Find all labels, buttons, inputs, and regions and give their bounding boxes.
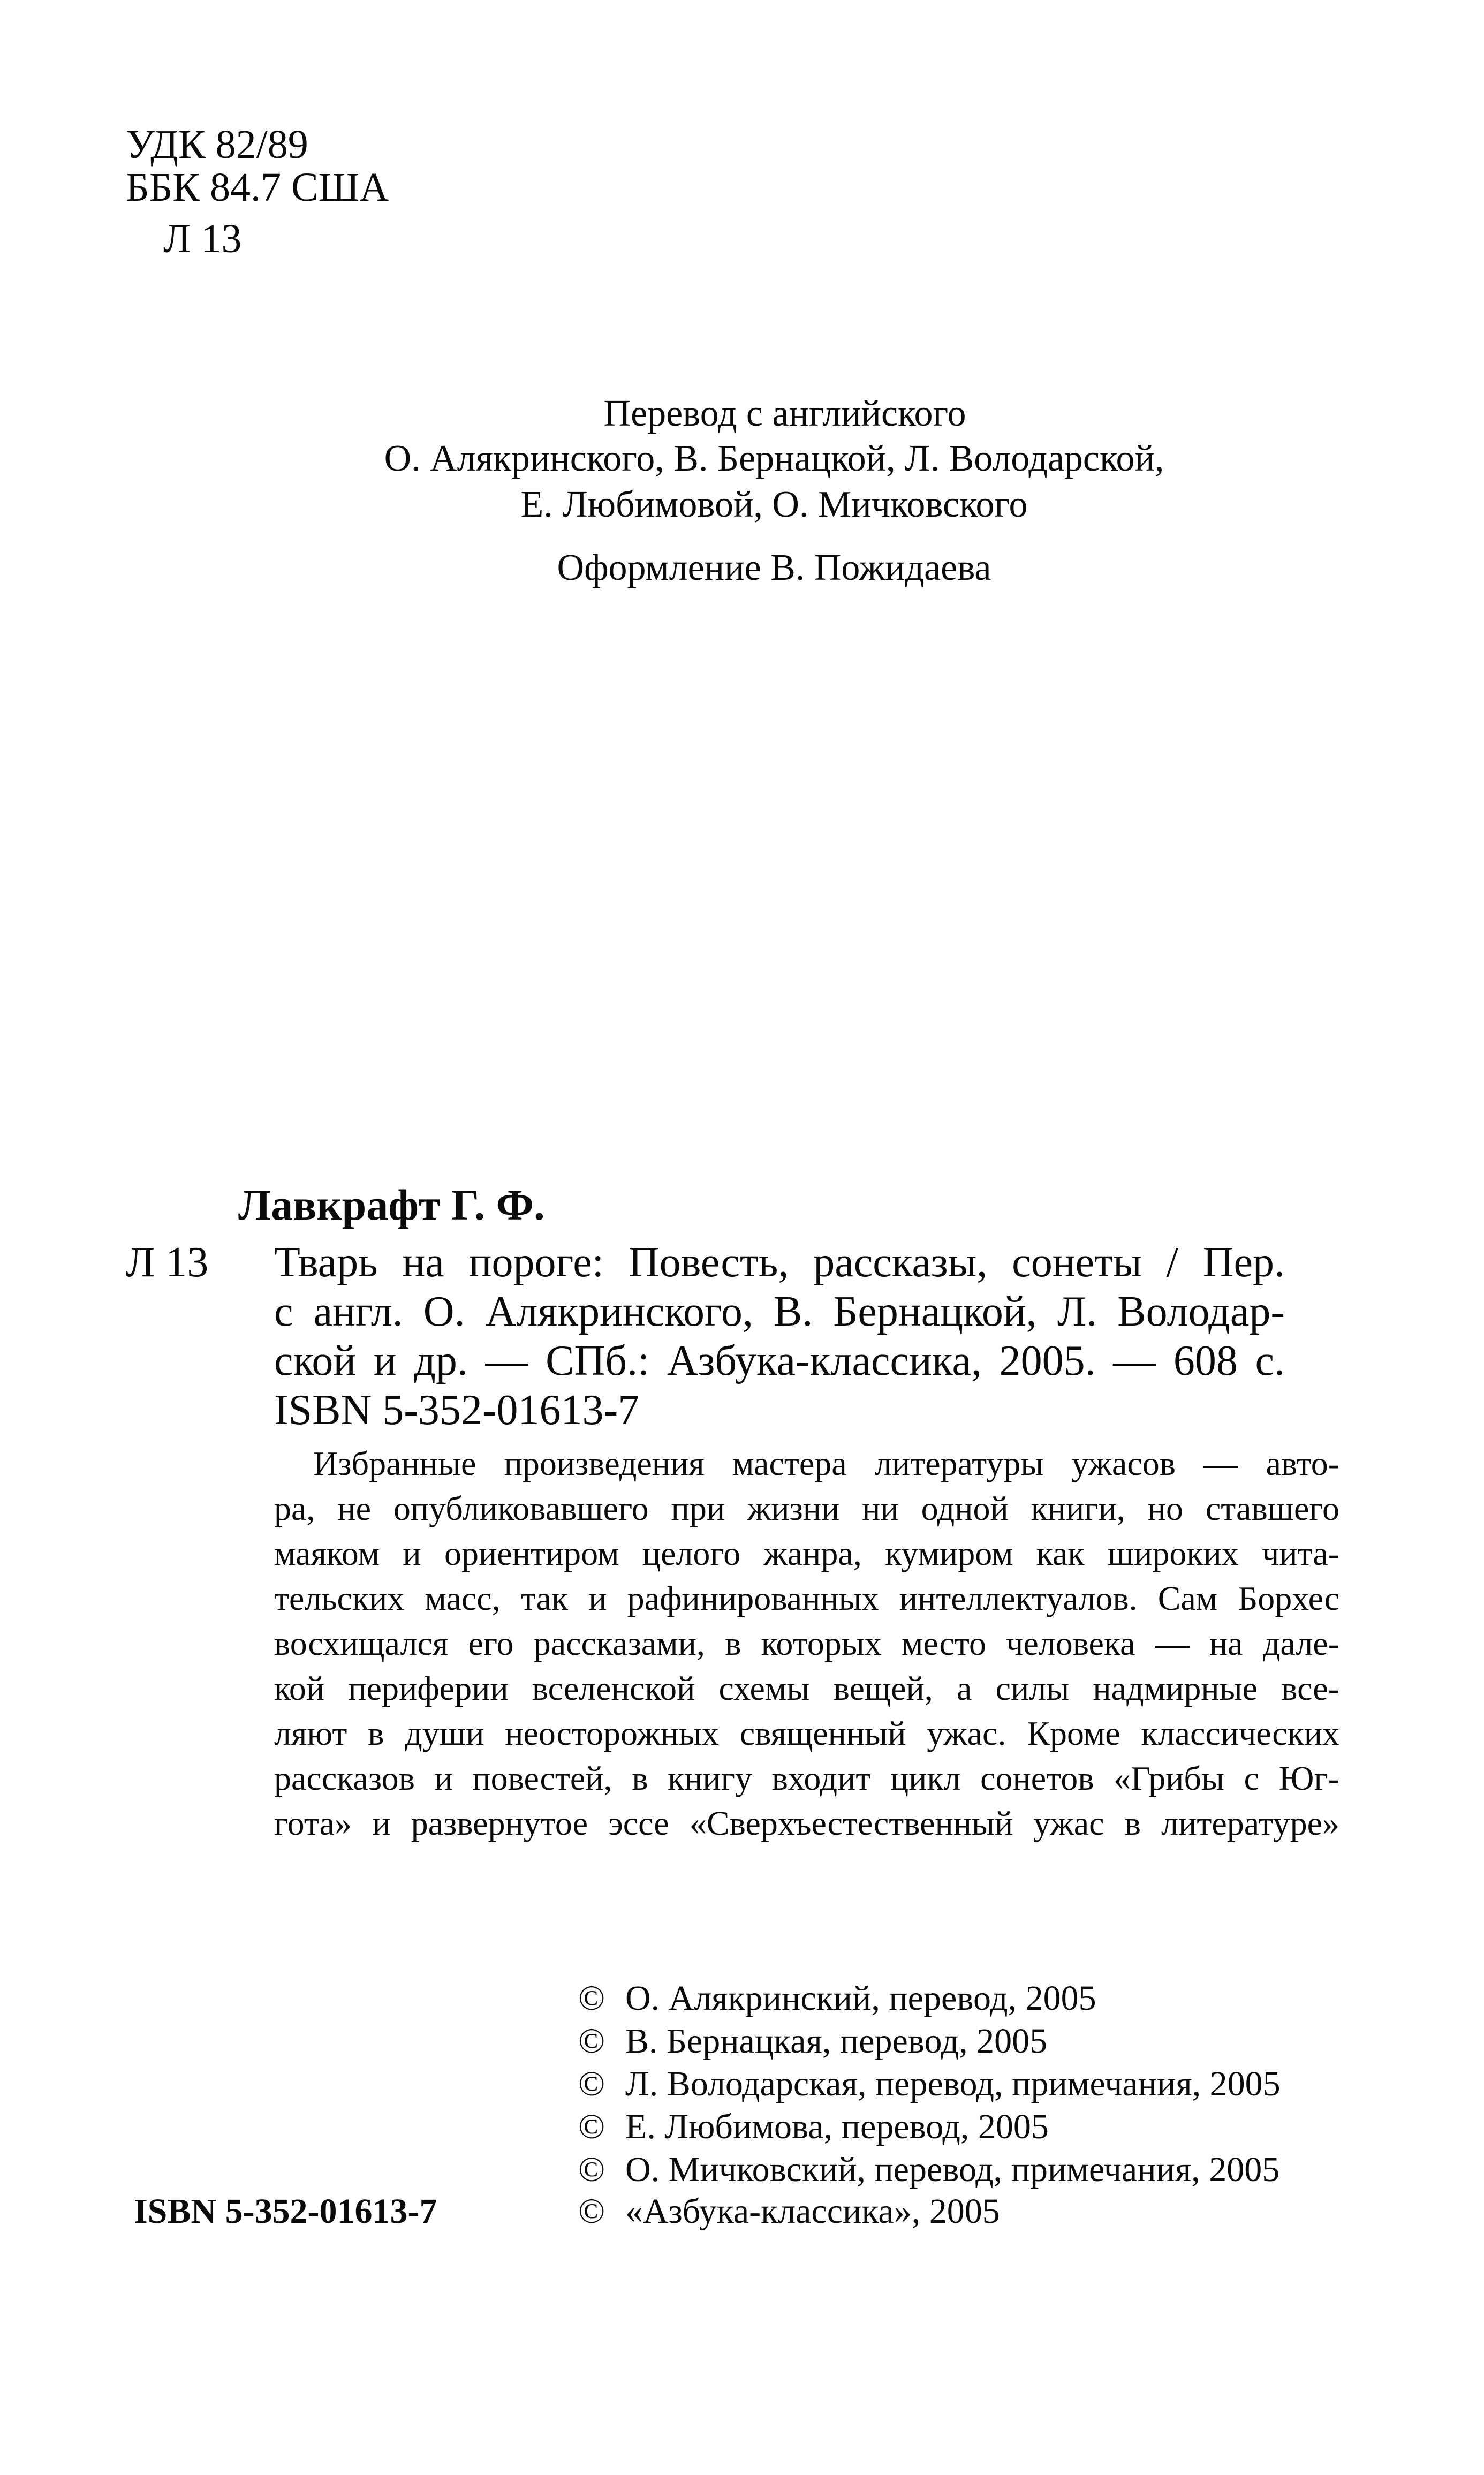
entry-author: Лавкрафт Г. Ф.: [238, 1180, 545, 1229]
entry-isbn-line: ISBN 5-352-01613-7: [274, 1387, 640, 1434]
annotation-line: Избранные произведения мастера литературы ужасов — авто-: [313, 1444, 1339, 1482]
copyright-icon: ©: [578, 2192, 605, 2231]
annotation-line: гота» и развернутое эссе «Сверхъестественный ужас в литературе»: [274, 1804, 1339, 1842]
copyright-line: [578, 2109, 1049, 2145]
annotation-line: ляют в души неосторожных священный ужас. Кроме классических: [274, 1714, 1339, 1752]
copyright-line: [578, 2064, 1281, 2103]
copyright-line: [578, 2024, 1047, 2059]
copyright-text: О. Мичковский, перевод, примечания, 2005: [625, 2150, 1280, 2189]
translators-line-1: О. Алякринского, В. Бернацкой, Л. Володарской,: [384, 438, 1164, 479]
annotation-line: рассказов и повестей, в книгу входит цикл сонетов «Грибы с Юг-: [274, 1759, 1339, 1797]
copyright-line: [578, 1981, 1096, 2016]
copyright-text: «Азбука-классика», 2005: [625, 2192, 1000, 2231]
author-mark-code: Л 13: [163, 216, 242, 261]
translation-heading: Перевод с английского: [603, 393, 966, 434]
annotation-line: восхищался его рассказами, в которых место человека — на дале-: [274, 1624, 1339, 1662]
entry-translators-line: с англ. О. Алякринского, В. Бернацкой, Л. Володар-: [274, 1288, 1285, 1335]
copyright-line: [578, 2194, 1000, 2229]
copyright-icon: ©: [578, 2064, 605, 2103]
entry-title-line: Тварь на пороге: Повесть, рассказы, сонеты / Пер.: [274, 1239, 1285, 1286]
annotation-line: кой периферии вселенской схемы вещей, а силы надмирные все-: [274, 1669, 1339, 1707]
copyright-icon: ©: [578, 2022, 605, 2061]
udk-code: УДК 82/89: [126, 122, 308, 167]
copyright-text: Е. Любимова, перевод, 2005: [625, 2107, 1049, 2146]
copyright-text: Л. Володарская, перевод, примечания, 2005: [625, 2064, 1281, 2103]
copyright-text: О. Алякринский, перевод, 2005: [625, 1979, 1096, 2018]
design-credit: Оформление В. Пожидаева: [557, 547, 991, 588]
entry-publisher-line: ской и др. — СПб.: Азбука-классика, 2005. — 608 с.: [274, 1337, 1285, 1384]
annotation-line: ра, не опубликовавшего при жизни ни одной книги, но ставшего: [274, 1489, 1339, 1527]
bbk-code: ББК 84.7 США: [126, 165, 389, 210]
translators-line-2: Е. Любимовой, О. Мичковского: [520, 484, 1028, 525]
copyright-icon: ©: [578, 1979, 605, 2018]
copyright-icon: ©: [578, 2107, 605, 2146]
isbn-number: ISBN 5-352-01613-7: [134, 2192, 437, 2231]
entry-code: Л 13: [126, 1239, 209, 1286]
copyright-icon: ©: [578, 2150, 605, 2189]
annotation-line: маяком и ориентиром целого жанра, кумиром как широких чита-: [274, 1534, 1339, 1572]
annotation-line: тельских масс, так и рафинированных интеллектуалов. Сам Борхес: [274, 1579, 1339, 1617]
copyright-text: В. Бернацкая, перевод, 2005: [625, 2022, 1048, 2061]
copyright-line: [578, 2152, 1279, 2188]
